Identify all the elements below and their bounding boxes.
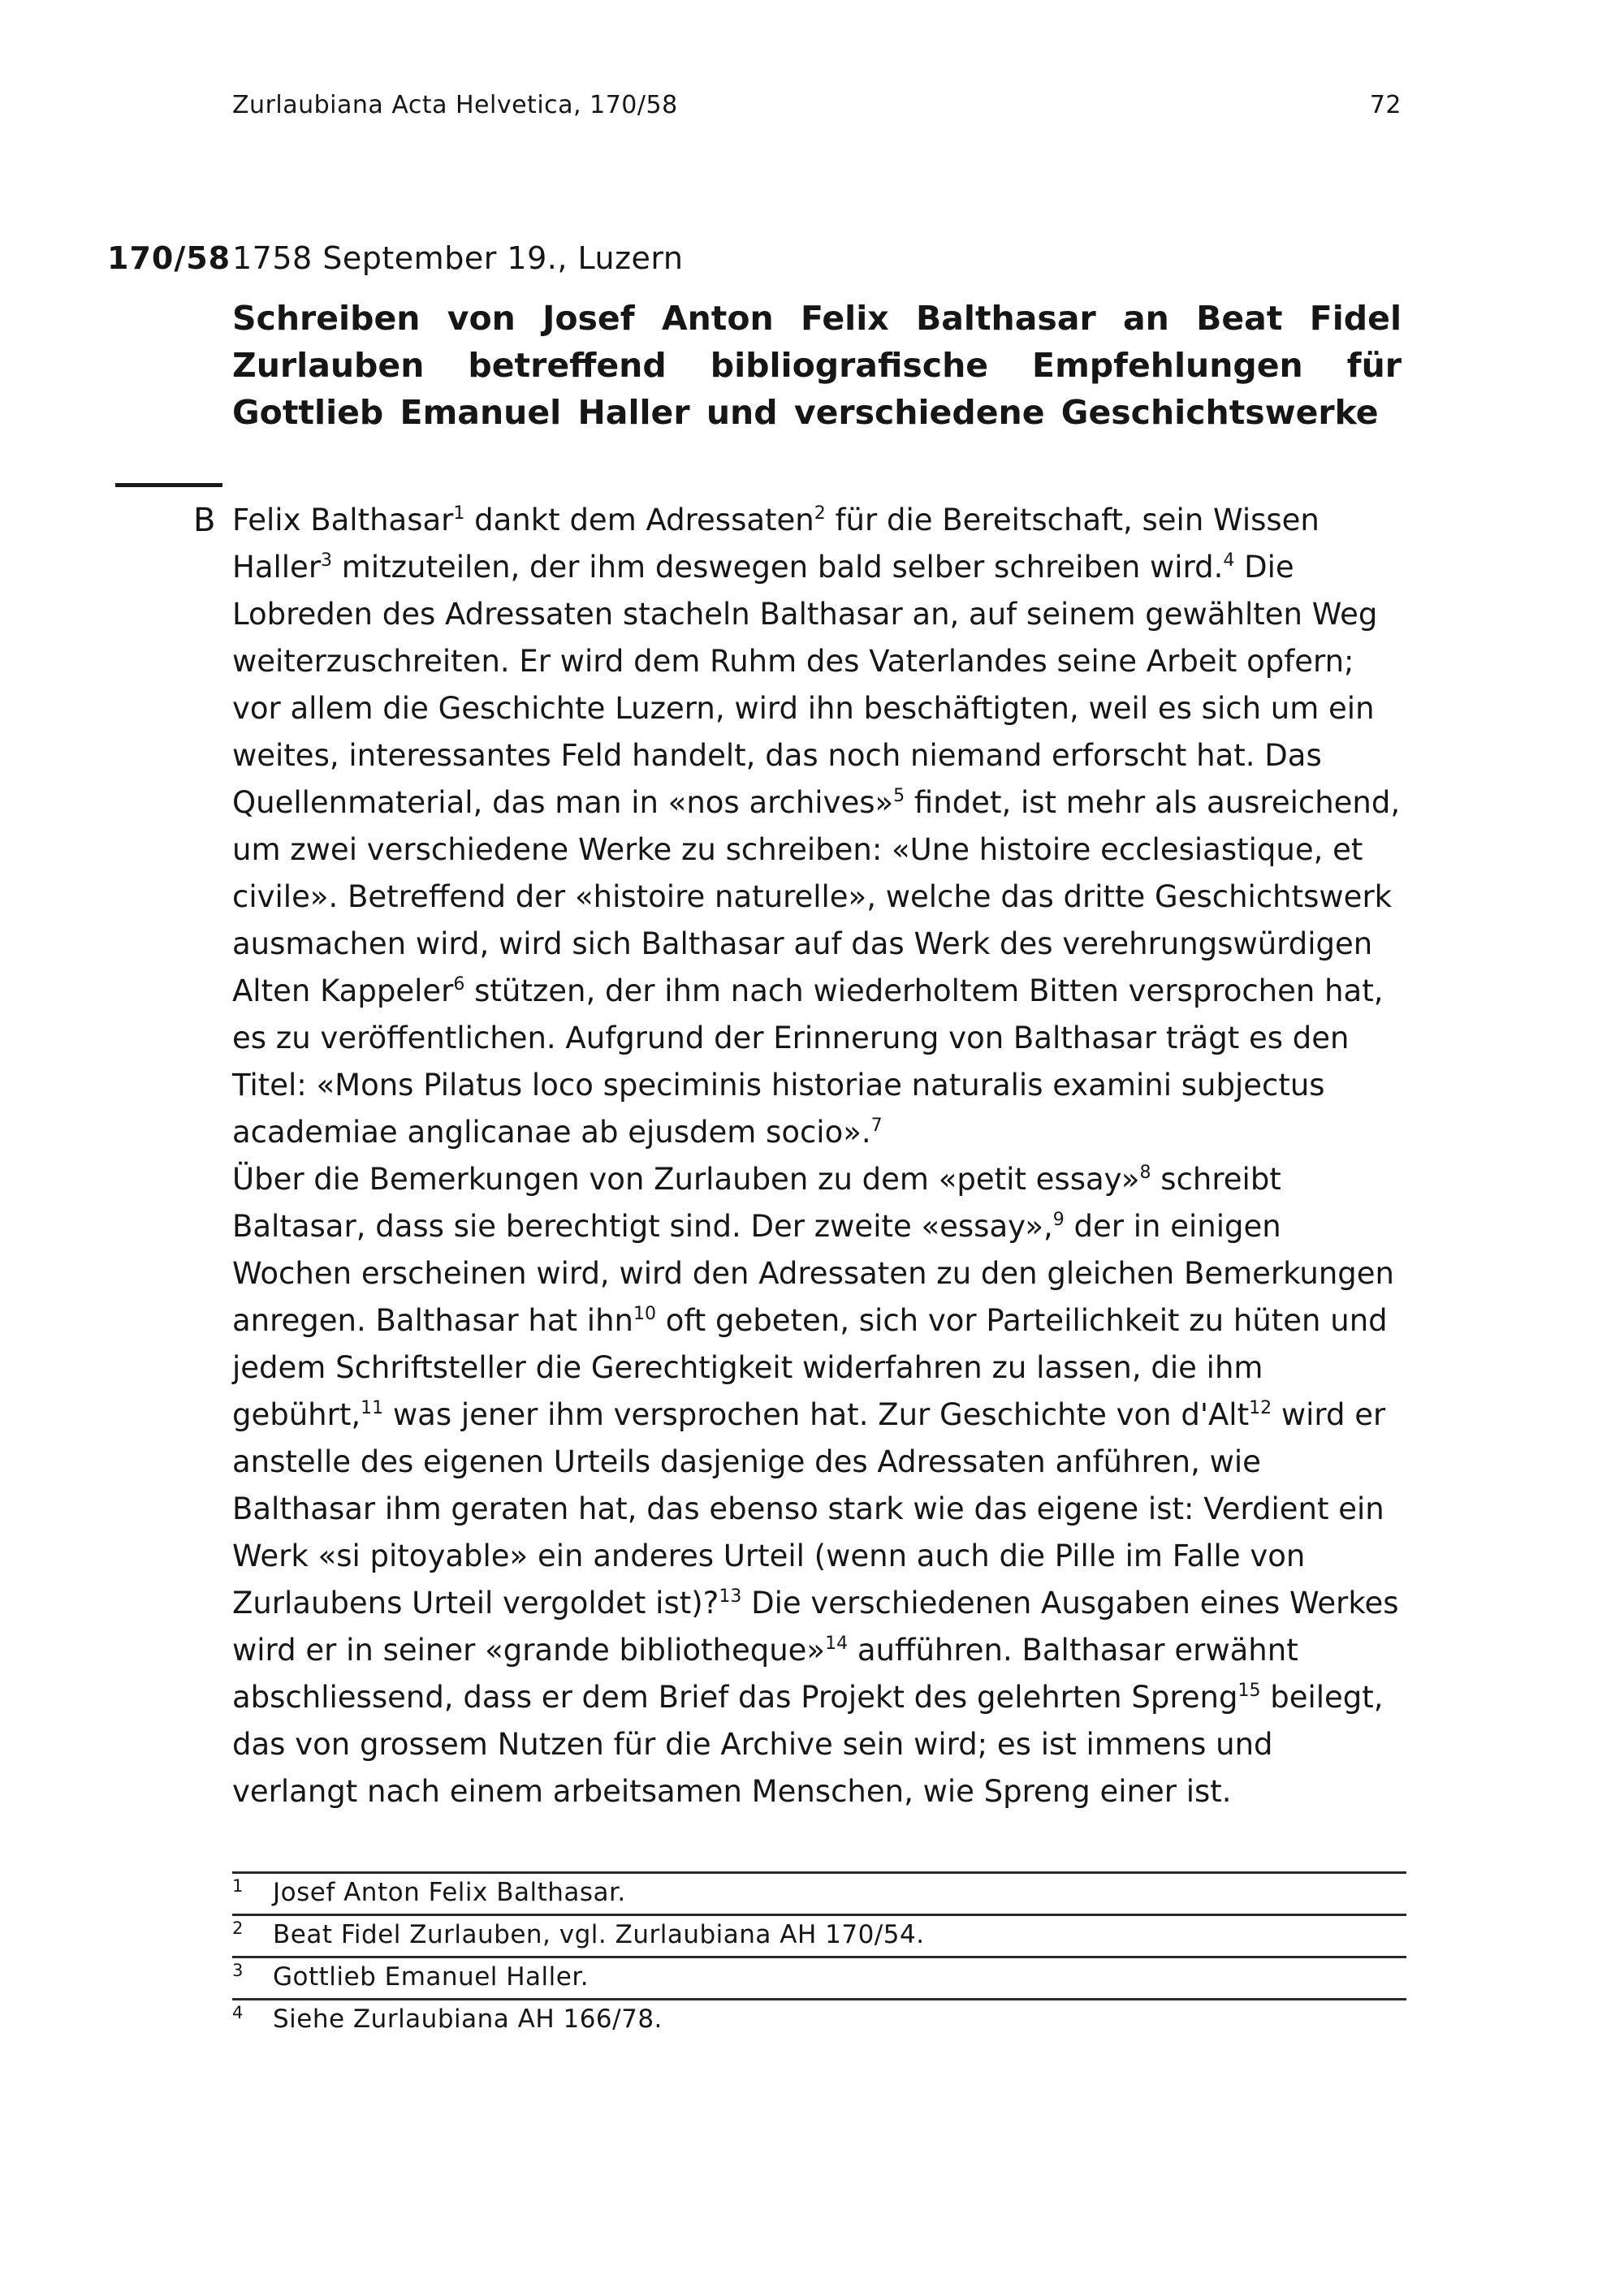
footnote-ref: 1 [453, 503, 465, 524]
footnote-text: Gottlieb Emanuel Haller. [273, 1962, 590, 1992]
entry-title: Schreiben von Josef Anton Felix Balthasar an Beat Fidel Zurlauben betreffend bibliografische Empfehlungen für Gottlieb Emanuel Haller und verschiedene Geschichtswerke [232, 299, 1402, 432]
footnote-text: Beat Fidel Zurlauben, vgl. Zurlaubiana AH 170/54. [273, 1920, 925, 1949]
text-run: schreibt Baltasar, dass sie berechtigt sind. Der zweite «essay», [232, 1162, 1281, 1244]
section-rule [115, 483, 222, 487]
footnote-ref: 13 [719, 1586, 742, 1607]
text-run: findet, ist mehr als ausreichend, um zwei verschiedene Werke zu schreiben: «Une histoire ecclesiastique, et civile». Betreffend der «histoire naturelle», welche das dritte Geschichtswerk ausmachen wird, wird sich Balthasar auf das Werk des verehrungswürdigen Alten Kappeler [232, 785, 1401, 1008]
page-number: 72 [1369, 91, 1402, 119]
entry-number: 170/58 [107, 240, 231, 276]
text-run: wird er anstelle des eigenen Urteils dasjenige des Adressaten anführen, wie Balthasar ihm geraten hat, das ebenso stark wie das eigene ist: Verdient ein Werk «si pitoyable» ein anderes Urteil (wenn auch die Pille im Falle von Zurlaubens Urteil vergoldet ist)? [232, 1397, 1386, 1621]
footnote-number: 4 [232, 2003, 244, 2022]
footnote-ref: 2 [814, 503, 826, 524]
text-run: aufführen. Balthasar erwähnt abschliessend, dass er dem Brief das Projekt des gelehrten Spreng [232, 1633, 1298, 1715]
entry-date: 1758 September 19., Luzern [232, 240, 684, 276]
footnote-ref: 11 [361, 1398, 384, 1418]
text-run: was jener ihm versprochen hat. Zur Geschichte von d'Alt [383, 1397, 1250, 1432]
footnote-ref: 3 [321, 550, 333, 571]
footnote-ref: 15 [1237, 1681, 1261, 1701]
footnote-ref: 14 [825, 1634, 849, 1654]
text-run: Felix Balthasar [232, 503, 454, 537]
text-run: der in einigen Wochen erscheinen wird, wird den Adressaten zu den gleichen Bemerkungen anregen. Balthasar hat ihn [232, 1209, 1395, 1338]
footnote-item [232, 1998, 1406, 2040]
footnote-ref: 6 [453, 974, 465, 995]
footnote-item [232, 1956, 1406, 1998]
text-run: für die Bereitschaft, sein Wissen Haller [232, 503, 1320, 585]
text-run: oft gebeten, sich vor Parteilichkeit zu hüten und jedem Schriftsteller die Gerechtigkeit widerfahren zu lassen, die ihm gebührt, [232, 1303, 1388, 1432]
text-run: mitzuteilen, der ihm deswegen bald selber schreiben wird. [332, 550, 1224, 585]
footnote-ref: 12 [1249, 1398, 1272, 1418]
footnote-number: 2 [232, 1918, 244, 1938]
footnote-ref: 10 [633, 1304, 656, 1324]
footnote-text: Josef Anton Felix Balthasar. [273, 1878, 626, 1907]
footnote-number: 3 [232, 1961, 244, 1980]
text-run: dankt dem Adressaten [464, 503, 814, 537]
abstract-marker: B [193, 502, 216, 539]
text-run: Über die Bemerkungen von Zurlauben zu dem «petit essay» [232, 1162, 1140, 1197]
text-run: Die verschiedenen Ausgaben eines Werkes wird er in seiner «grande bibliotheque» [232, 1586, 1399, 1668]
footnote-number: 1 [232, 1876, 244, 1896]
text-run: Die Lobreden des Adressaten stacheln Balthasar an, auf seinem gewählten Weg weiterzuschreiten. Er wird dem Ruhm des Vaterlandes seine Arbeit opfern; vor allem die Geschichte Luzern, wird ihn beschäftigten, weil es sich um ein weites, interessantes Feld handelt, das noch niemand erforscht hat. Das Quellenmaterial, das man in «nos archives» [232, 550, 1378, 820]
series-title: Zurlaubiana Acta Helvetica, 170/58 [232, 91, 678, 119]
footnote-ref: 4 [1223, 550, 1235, 571]
footnote-item [232, 1871, 1406, 1914]
abstract [232, 497, 1402, 1815]
footnote-ref: 9 [1052, 1210, 1065, 1230]
abstract-paragraph-2 [232, 1156, 1402, 1815]
footnotes [232, 1871, 1406, 2040]
abstract-paragraph-1 [232, 497, 1402, 1156]
footnote-ref: 8 [1139, 1163, 1151, 1183]
footnote-ref: 7 [870, 1116, 883, 1136]
footnote-item [232, 1914, 1406, 1956]
footnote-text: Siehe Zurlaubiana AH 166/78. [273, 2005, 663, 2034]
running-header [232, 91, 1402, 132]
text-run: stützen, der ihm nach wiederholtem Bitten versprochen hat, es zu veröffentlichen. Aufgrund der Erinnerung von Balthasar trägt es den Titel: «Mons Pilatus loco speciminis historiae naturalis examini subjectus academiae anglicanae ab ejusdem socio». [232, 973, 1384, 1150]
footnote-ref: 5 [893, 786, 905, 806]
text-run: beilegt, das von grossem Nutzen für die Archive sein wird; es ist immens und verlangt nach einem arbeitsamen Menschen, wie Spreng einer ist. [232, 1680, 1384, 1809]
